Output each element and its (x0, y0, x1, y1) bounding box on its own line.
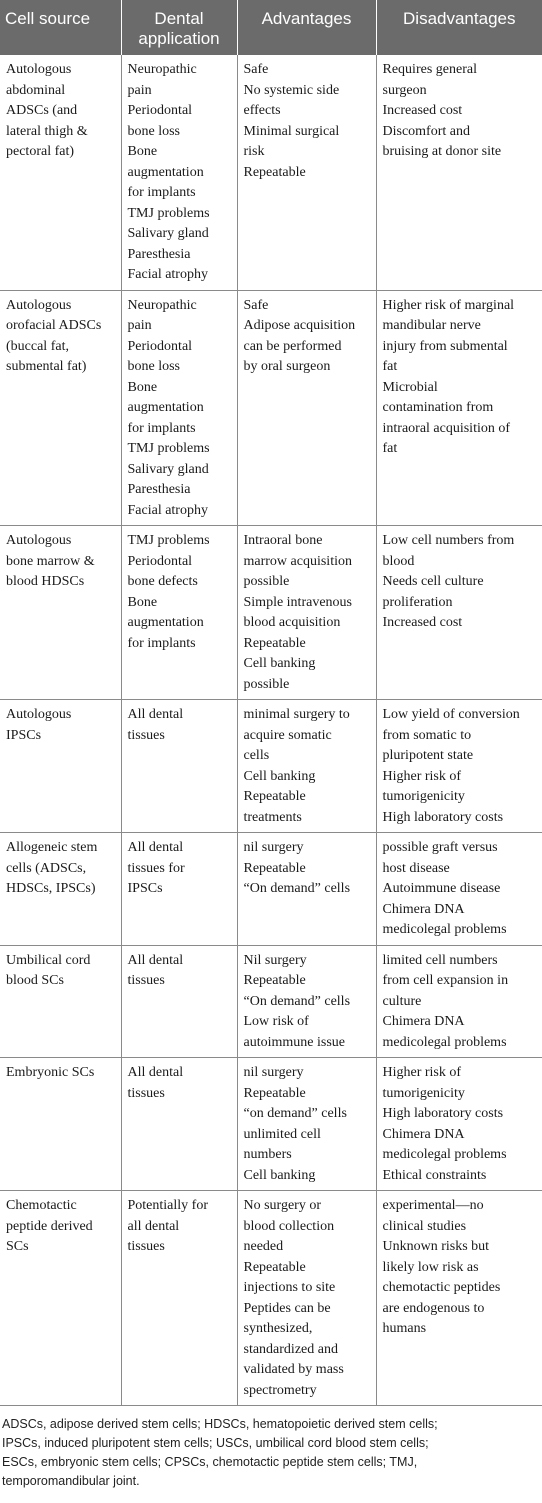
cell-source-cell (0, 1058, 121, 1191)
cell-source-cell (0, 290, 121, 526)
advantages-line: Repeatable (243, 164, 306, 180)
advantages-line: Intraoral bone (243, 533, 323, 548)
advantages-line: risk (243, 144, 265, 159)
disadvantages-line: surgeon (382, 82, 427, 98)
dental-application-line: for implants (127, 635, 196, 651)
dental-application-line: bone loss (127, 123, 180, 139)
advantages-line: Safe (243, 62, 269, 77)
dental-application-line: tissues (127, 1239, 165, 1254)
dental-application-line: Salivary gland (127, 226, 209, 241)
disadvantages-line: Higher risk of (382, 768, 462, 784)
dental-application-line: for implants (127, 420, 196, 436)
dental-application-cell (121, 55, 237, 290)
disadvantages-line: are endogenous to (382, 1300, 485, 1316)
disadvantages-line: from cell expansion in (382, 973, 509, 988)
advantages-line: treatments (243, 809, 302, 825)
table-footnote (0, 1406, 542, 1491)
cell-source-line: cells (ADSCs, (6, 860, 87, 876)
table-row (0, 526, 542, 700)
header-dental-application: Dental application (121, 0, 237, 55)
advantages-line: “on demand” cells (243, 1106, 347, 1121)
advantages-line: needed (243, 1239, 284, 1254)
advantages-cell (237, 55, 376, 290)
advantages-line: Cell banking (243, 656, 316, 671)
disadvantages-line: Chimera DNA (382, 1014, 465, 1029)
cell-source-line: Autologous (6, 297, 72, 313)
disadvantages-line: Increased cost (382, 103, 463, 118)
advantages-cell (237, 526, 376, 700)
cell-source-cell (0, 945, 121, 1058)
advantages-line: Low risk of (243, 1014, 309, 1029)
disadvantages-line: High laboratory costs (382, 809, 504, 825)
dental-application-line: TMJ problems (127, 205, 210, 221)
cell-source-cell (0, 833, 121, 946)
cell-source-cell (0, 55, 121, 290)
disadvantages-cell (376, 526, 542, 700)
disadvantages-cell (376, 55, 542, 290)
disadvantages-line: likely low risk as (382, 1259, 479, 1275)
cell-source-line: bone marrow & (6, 553, 95, 569)
advantages-line: can be performed (243, 338, 342, 354)
disadvantages-line: Requires general (382, 62, 477, 77)
advantages-cell (237, 1058, 376, 1191)
cell-source-line: pectoral fat) (6, 144, 75, 159)
dental-application-line: Paresthesia (127, 482, 191, 497)
advantages-line: acquire somatic (243, 727, 332, 743)
cell-source-line: Embryonic SCs (6, 1065, 95, 1080)
disadvantages-line: Ethical constraints (382, 1167, 487, 1183)
disadvantages-line: Low cell numbers from (382, 533, 515, 548)
dental-application-line: Bone (127, 379, 158, 395)
advantages-line: unlimited cell (243, 1126, 321, 1142)
dental-application-line: Periodontal (127, 338, 193, 354)
dental-application-line: augmentation (127, 615, 204, 630)
cell-source-line: (buccal fat, (6, 338, 69, 354)
disadvantages-line: proliferation (382, 594, 453, 610)
advantages-line: numbers (243, 1147, 292, 1162)
disadvantages-line: Autoimmune disease (382, 881, 501, 896)
disadvantages-line: blood (382, 553, 415, 569)
disadvantages-line: Increased cost (382, 615, 463, 630)
advantages-line: effects (243, 103, 281, 118)
header-row (0, 0, 542, 55)
dental-application-line: bone defects (127, 574, 198, 589)
disadvantages-line: Discomfort and (382, 123, 470, 139)
disadvantages-line: culture (382, 993, 422, 1009)
disadvantages-line: host disease (382, 860, 450, 876)
cell-source-line: Umbilical cord (6, 952, 91, 968)
dental-application-line: Paresthesia (127, 246, 191, 262)
advantages-cell (237, 1191, 376, 1406)
disadvantages-line: medicolegal problems (382, 1147, 507, 1162)
disadvantages-line: Higher risk of marginal (382, 297, 515, 313)
cell-source-line: orofacial ADSCs (6, 318, 102, 333)
dental-application-line: IPSCs (127, 881, 163, 896)
footnote-line: ADSCs, adipose derived stem cells; HDSCs, hematopoietic derived stem cells; (2, 1417, 438, 1431)
header-cell-source: Cell source (0, 0, 121, 55)
cell-source-line: blood SCs (6, 973, 64, 988)
advantages-line: blood acquisition (243, 615, 341, 630)
advantages-line: autoimmune issue (243, 1034, 345, 1050)
dental-application-line: All dental (127, 707, 184, 722)
disadvantages-line: Chimera DNA (382, 1126, 465, 1142)
dental-application-line: Bone (127, 144, 158, 159)
footnote-line: temporomandibular joint. (2, 1474, 140, 1488)
dental-application-cell (121, 945, 237, 1058)
cell-source-line: ADSCs (and (6, 103, 78, 118)
cell-source-cell (0, 1191, 121, 1406)
advantages-line: validated by mass (243, 1362, 344, 1377)
advantages-line: minimal surgery to (243, 707, 350, 722)
table-row (0, 945, 542, 1058)
advantages-line: Repeatable (243, 1085, 306, 1101)
advantages-line: injections to site (243, 1280, 336, 1295)
dental-application-cell (121, 700, 237, 833)
cell-source-line: HDSCs, IPSCs) (6, 881, 96, 896)
advantages-line: “On demand” cells (243, 993, 351, 1009)
advantages-line: by oral surgeon (243, 359, 331, 374)
advantages-line: Adipose acquisition (243, 318, 356, 333)
disadvantages-line: injury from submental (382, 338, 508, 354)
disadvantages-line: medicolegal problems (382, 922, 507, 937)
dental-application-line: All dental (127, 840, 184, 855)
cell-source-line: SCs (6, 1239, 29, 1254)
cell-source-line: IPSCs (6, 727, 42, 743)
disadvantages-line: fat (382, 441, 398, 456)
dental-application-line: augmentation (127, 164, 204, 180)
advantages-line: Repeatable (243, 860, 306, 876)
dental-application-line: tissues (127, 973, 165, 988)
dental-application-cell (121, 290, 237, 526)
footnote-line: IPSCs, induced pluripotent stem cells; USCs, umbilical cord blood stem cells; (2, 1436, 429, 1450)
dental-application-line: Facial atrophy (127, 267, 208, 282)
header-disadvantages: Disadvantages (376, 0, 542, 55)
disadvantages-line: from somatic to (382, 727, 472, 743)
disadvantages-cell (376, 1191, 542, 1406)
header-advantages: Advantages (237, 0, 376, 55)
dental-application-line: Facial atrophy (127, 502, 208, 518)
cell-source-line: Autologous (6, 62, 72, 77)
dental-application-line: pain (127, 82, 152, 98)
advantages-line: marrow acquisition (243, 553, 352, 569)
disadvantages-cell (376, 290, 542, 526)
cell-source-line: lateral thigh & (6, 123, 88, 139)
disadvantages-line: Chimera DNA (382, 901, 465, 917)
advantages-line: blood collection (243, 1218, 335, 1234)
advantages-line: Repeatable (243, 789, 306, 804)
advantages-cell (237, 290, 376, 526)
disadvantages-line: Higher risk of (382, 1065, 462, 1080)
dental-application-line: for implants (127, 185, 196, 200)
footnote-line: ESCs, embryonic stem cells; CPSCs, chemotactic peptide stem cells; TMJ, (2, 1455, 418, 1469)
disadvantages-line: Unknown risks but (382, 1239, 490, 1254)
disadvantages-cell (376, 833, 542, 946)
advantages-line: No surgery or (243, 1198, 322, 1213)
disadvantages-line: bruising at donor site (382, 144, 502, 159)
dental-application-line: tissues (127, 1085, 165, 1101)
advantages-cell (237, 833, 376, 946)
disadvantages-line: humans (382, 1321, 427, 1336)
cell-source-line: submental fat) (6, 359, 87, 374)
cell-source-line: blood HDSCs (6, 574, 85, 589)
disadvantages-line: tumorigenicity (382, 1085, 465, 1101)
disadvantages-cell (376, 945, 542, 1058)
dental-application-line: Salivary gland (127, 461, 209, 477)
table-row (0, 55, 542, 290)
dental-application-line: Neuropathic (127, 297, 197, 313)
cell-source-line: abdominal (6, 82, 66, 98)
advantages-line: Repeatable (243, 1259, 306, 1275)
disadvantages-line: possible graft versus (382, 840, 498, 855)
disadvantages-line: tumorigenicity (382, 789, 465, 804)
cell-source-line: Chemotactic (6, 1198, 77, 1213)
advantages-line: Safe (243, 297, 269, 313)
cell-source-line: Allogeneic stem (6, 840, 98, 855)
dental-application-line: TMJ problems (127, 441, 210, 456)
cell-source-cell (0, 700, 121, 833)
table-row (0, 833, 542, 946)
advantages-line: Minimal surgical (243, 123, 340, 139)
advantages-line: possible (243, 574, 290, 589)
advantages-line: Simple intravenous (243, 594, 352, 610)
dental-application-line: Periodontal (127, 103, 193, 118)
dental-application-line: Potentially for (127, 1198, 208, 1213)
advantages-line: synthesized, (243, 1321, 313, 1336)
dental-application-line: All dental (127, 952, 184, 968)
advantages-line: Repeatable (243, 635, 306, 651)
dental-application-line: Neuropathic (127, 62, 197, 77)
table-row (0, 1058, 542, 1191)
advantages-line: Cell banking (243, 1167, 316, 1183)
dental-application-line: tissues (127, 727, 165, 743)
dental-application-line: pain (127, 318, 152, 333)
advantages-line: nil surgery (243, 1065, 304, 1080)
cell-source-line: peptide derived (6, 1218, 93, 1234)
advantages-line: standardized and (243, 1341, 338, 1357)
dental-application-line: All dental (127, 1065, 184, 1080)
dental-application-line: TMJ problems (127, 533, 210, 548)
advantages-line: spectrometry (243, 1382, 317, 1398)
advantages-line: nil surgery (243, 840, 304, 855)
disadvantages-line: experimental—no (382, 1198, 484, 1213)
dental-application-line: Bone (127, 594, 158, 610)
table-body (0, 55, 542, 1406)
advantages-line: Nil surgery (243, 952, 307, 968)
table-row (0, 290, 542, 526)
disadvantages-cell (376, 700, 542, 833)
cell-source-cell (0, 526, 121, 700)
disadvantages-line: clinical studies (382, 1218, 467, 1234)
dental-application-cell (121, 833, 237, 946)
advantages-line: possible (243, 676, 290, 692)
disadvantages-line: intraoral acquisition of (382, 420, 511, 436)
advantages-line: “On demand” cells (243, 881, 351, 896)
disadvantages-cell (376, 1058, 542, 1191)
advantages-line: Cell banking (243, 768, 316, 784)
cell-source-line: Autologous (6, 533, 72, 548)
disadvantages-line: fat (382, 359, 398, 374)
dental-application-line: Periodontal (127, 553, 193, 569)
table-row (0, 1191, 542, 1406)
dental-application-cell (121, 526, 237, 700)
disadvantages-line: High laboratory costs (382, 1106, 504, 1121)
advantages-cell (237, 945, 376, 1058)
cell-source-line: Autologous (6, 707, 72, 722)
advantages-line: Peptides can be (243, 1300, 331, 1316)
disadvantages-line: Low yield of conversion (382, 707, 520, 722)
dental-application-line: bone loss (127, 359, 180, 374)
advantages-line: No systemic side (243, 82, 340, 98)
disadvantages-line: contamination from (382, 400, 494, 415)
disadvantages-line: Needs cell culture (382, 574, 484, 589)
advantages-line: Repeatable (243, 973, 306, 988)
disadvantages-line: pluripotent state (382, 748, 474, 763)
disadvantages-line: medicolegal problems (382, 1034, 507, 1050)
disadvantages-line: chemotactic peptides (382, 1280, 501, 1295)
advantages-line: cells (243, 748, 270, 763)
table-row (0, 700, 542, 833)
dental-application-cell (121, 1191, 237, 1406)
dental-application-cell (121, 1058, 237, 1191)
disadvantages-line: Microbial (382, 379, 438, 395)
dental-application-line: tissues for (127, 860, 185, 876)
disadvantages-line: limited cell numbers (382, 952, 498, 968)
advantages-cell (237, 700, 376, 833)
dental-application-line: all dental (127, 1218, 180, 1234)
disadvantages-line: mandibular nerve (382, 318, 481, 333)
dental-application-line: augmentation (127, 400, 204, 415)
table-header (0, 0, 542, 55)
